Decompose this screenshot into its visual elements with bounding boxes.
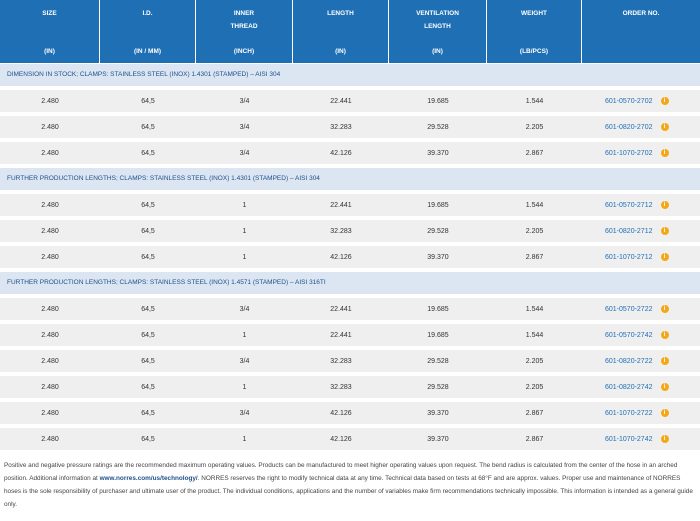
order-number-link[interactable]: 601-0820-2722 — [605, 357, 653, 365]
header-size — [0, 0, 100, 63]
table-row — [0, 194, 700, 216]
order-number-link[interactable]: 601-1070-2742 — [605, 435, 653, 443]
cell-order-no — [582, 409, 700, 417]
cell-order-no — [582, 227, 700, 235]
order-number-link[interactable]: 601-0570-2742 — [605, 331, 653, 339]
cell-ventilation-length: 39.370 — [427, 435, 449, 443]
info-icon[interactable]: i — [661, 149, 669, 157]
info-icon[interactable]: i — [661, 253, 669, 261]
cell-thread: 1 — [242, 253, 247, 261]
cell-size: 2.480 — [41, 123, 59, 131]
cell-thread: 3/4 — [239, 149, 250, 157]
info-icon[interactable]: i — [661, 305, 669, 313]
cell-order-no — [582, 201, 700, 209]
order-number-link[interactable]: 601-1070-2702 — [605, 149, 653, 157]
cell-size: 2.480 — [41, 97, 59, 105]
cell-weight: 2.867 — [525, 149, 544, 157]
cell-thread: 3/4 — [239, 409, 250, 417]
cell-length: 22.441 — [330, 97, 352, 105]
cell-id: 64,5 — [141, 357, 155, 365]
technology-link[interactable]: www.norres.com/us/technology/ — [99, 475, 198, 482]
header-length-unit: (IN) — [335, 48, 346, 55]
cell-order-no — [582, 331, 700, 339]
cell-ventilation-length: 19.685 — [427, 331, 449, 339]
info-icon[interactable]: i — [661, 383, 669, 391]
footer-text-part2: . NORRES reserves the right to modify technical data at any time. Technical data based on tests at 68°F and are approx. values. Proper use and maintenance of NORRES hoses is the sole responsibility of purchaser and ultimate user of the product. The individual conditions, applications and the number of variables make firm recommendations technically impossible. This information is intended as a general guide only. — [4, 475, 693, 508]
header-weight-unit: (LB/PCS) — [519, 48, 549, 55]
footer-text-part1: Positive and negative pressure ratings are the recommended maximum operating values. Products can be manufactured to meet higher operating values upon request. The bend radius is calculated from the center of the hose in an arched position. Additional information at — [4, 462, 678, 482]
cell-order-no — [582, 357, 700, 365]
order-number-link[interactable]: 601-1070-2722 — [605, 409, 653, 417]
header-length-label: LENGTH — [327, 10, 354, 17]
cell-id: 64,5 — [141, 97, 155, 105]
cell-length: 42.126 — [330, 409, 352, 417]
header-order-no — [582, 0, 700, 63]
cell-length: 32.283 — [330, 227, 352, 235]
cell-ventilation-length: 39.370 — [427, 253, 449, 261]
cell-id: 64,5 — [141, 201, 155, 209]
info-icon[interactable]: i — [661, 409, 669, 417]
cell-length: 32.283 — [330, 357, 352, 365]
header-order-no-label: ORDER NO. — [622, 10, 660, 17]
cell-id: 64,5 — [141, 253, 155, 261]
cell-weight: 1.544 — [525, 201, 544, 209]
cell-weight: 2.867 — [525, 435, 544, 443]
cell-order-no — [582, 383, 700, 391]
table-row — [0, 116, 700, 138]
info-icon[interactable]: i — [661, 123, 669, 131]
cell-size: 2.480 — [41, 409, 59, 417]
cell-id: 64,5 — [141, 435, 155, 443]
info-icon[interactable]: i — [661, 357, 669, 365]
cell-ventilation-length: 29.528 — [427, 123, 449, 131]
cell-order-no — [582, 305, 700, 313]
cell-order-no — [582, 253, 700, 261]
header-inner-thread-label: INNER THREAD — [230, 10, 258, 30]
info-icon[interactable]: i — [661, 435, 669, 443]
cell-id: 64,5 — [141, 227, 155, 235]
cell-weight: 2.205 — [525, 383, 544, 391]
order-number-link[interactable]: 601-0820-2712 — [605, 227, 653, 235]
header-inner-thread — [196, 0, 293, 63]
cell-weight: 2.867 — [525, 409, 544, 417]
header-id-label: I.D. — [142, 10, 153, 17]
header-ventilation-length — [389, 0, 487, 63]
table-row — [0, 246, 700, 268]
section-heading: FURTHER PRODUCTION LENGTHS; CLAMPS: STAINLESS STEEL (INOX) 1.4571 (STAMPED) – AISI 316TI — [0, 272, 700, 294]
cell-ventilation-length: 39.370 — [427, 149, 449, 157]
order-number-link[interactable]: 601-1070-2712 — [605, 253, 653, 261]
footer-note — [4, 459, 698, 511]
cell-size: 2.480 — [41, 435, 59, 443]
header-size-unit: (IN) — [44, 48, 55, 55]
section-heading: FURTHER PRODUCTION LENGTHS; CLAMPS: STAINLESS STEEL (INOX) 1.4301 (STAMPED) – AISI 304 — [0, 168, 700, 190]
header-inner-thread-unit: (INCH) — [233, 48, 255, 55]
cell-ventilation-length: 29.528 — [427, 227, 449, 235]
header-weight — [487, 0, 582, 63]
header-ventilation-length-unit: (IN) — [432, 48, 443, 55]
table-row — [0, 402, 700, 424]
table-header — [0, 0, 700, 63]
cell-weight: 1.544 — [525, 331, 544, 339]
cell-id: 64,5 — [141, 305, 155, 313]
cell-length: 22.441 — [330, 331, 352, 339]
cell-thread: 3/4 — [239, 305, 250, 313]
cell-ventilation-length: 29.528 — [427, 357, 449, 365]
cell-thread: 1 — [242, 383, 247, 391]
cell-order-no — [582, 123, 700, 131]
order-number-link[interactable]: 601-0820-2742 — [605, 383, 653, 391]
cell-thread: 3/4 — [239, 123, 250, 131]
info-icon[interactable]: i — [661, 97, 669, 105]
table-row — [0, 298, 700, 320]
cell-length: 32.283 — [330, 123, 352, 131]
cell-ventilation-length: 19.685 — [427, 201, 449, 209]
info-icon[interactable]: i — [661, 201, 669, 209]
cell-id: 64,5 — [141, 383, 155, 391]
table-row — [0, 324, 700, 346]
cell-order-no — [582, 97, 700, 105]
table-row — [0, 220, 700, 242]
cell-weight: 2.205 — [525, 123, 544, 131]
cell-ventilation-length: 19.685 — [427, 97, 449, 105]
cell-weight: 1.544 — [525, 305, 544, 313]
cell-length: 42.126 — [330, 253, 352, 261]
section-heading: DIMENSION IN STOCK; CLAMPS: STAINLESS STEEL (INOX) 1.4301 (STAMPED) – AISI 304 — [0, 64, 700, 86]
cell-size: 2.480 — [41, 201, 59, 209]
cell-length: 22.441 — [330, 201, 352, 209]
cell-weight: 1.544 — [525, 97, 544, 105]
cell-ventilation-length: 19.685 — [427, 305, 449, 313]
cell-length: 42.126 — [330, 149, 352, 157]
header-size-label: SIZE — [42, 10, 57, 17]
table-row — [0, 90, 700, 112]
order-number-link[interactable]: 601-0570-2702 — [605, 97, 653, 105]
cell-thread: 3/4 — [239, 97, 250, 105]
header-id-unit: (IN / MM) — [133, 48, 162, 55]
cell-thread: 1 — [242, 227, 247, 235]
order-number-link[interactable]: 601-0570-2712 — [605, 201, 653, 209]
cell-length: 22.441 — [330, 305, 352, 313]
cell-ventilation-length: 39.370 — [427, 409, 449, 417]
order-number-link[interactable]: 601-0820-2702 — [605, 123, 653, 131]
cell-size: 2.480 — [41, 149, 59, 157]
cell-weight: 2.205 — [525, 227, 544, 235]
header-length — [293, 0, 389, 63]
header-weight-label: WEIGHT — [521, 10, 547, 17]
info-icon[interactable]: i — [661, 227, 669, 235]
cell-length: 42.126 — [330, 435, 352, 443]
cell-ventilation-length: 29.528 — [427, 383, 449, 391]
table-row — [0, 376, 700, 398]
cell-size: 2.480 — [41, 253, 59, 261]
cell-size: 2.480 — [41, 227, 59, 235]
cell-size: 2.480 — [41, 305, 59, 313]
cell-thread: 3/4 — [239, 357, 250, 365]
table-row — [0, 350, 700, 372]
header-id — [100, 0, 196, 63]
info-icon[interactable]: i — [661, 331, 669, 339]
cell-weight: 2.867 — [525, 253, 544, 261]
cell-length: 32.283 — [330, 383, 352, 391]
header-ventilation-length-label: VENTILATION LENGTH — [416, 10, 459, 30]
table-row — [0, 428, 700, 450]
order-number-link[interactable]: 601-0570-2722 — [605, 305, 653, 313]
cell-id: 64,5 — [141, 331, 155, 339]
cell-id: 64,5 — [141, 123, 155, 131]
cell-size: 2.480 — [41, 331, 59, 339]
cell-order-no — [582, 149, 700, 157]
cell-size: 2.480 — [41, 357, 59, 365]
table-row — [0, 142, 700, 164]
cell-weight: 2.205 — [525, 357, 544, 365]
cell-thread: 1 — [242, 435, 247, 443]
cell-id: 64,5 — [141, 149, 155, 157]
cell-size: 2.480 — [41, 383, 59, 391]
cell-order-no — [582, 435, 700, 443]
cell-thread: 1 — [242, 201, 247, 209]
cell-thread: 1 — [242, 331, 247, 339]
cell-id: 64,5 — [141, 409, 155, 417]
